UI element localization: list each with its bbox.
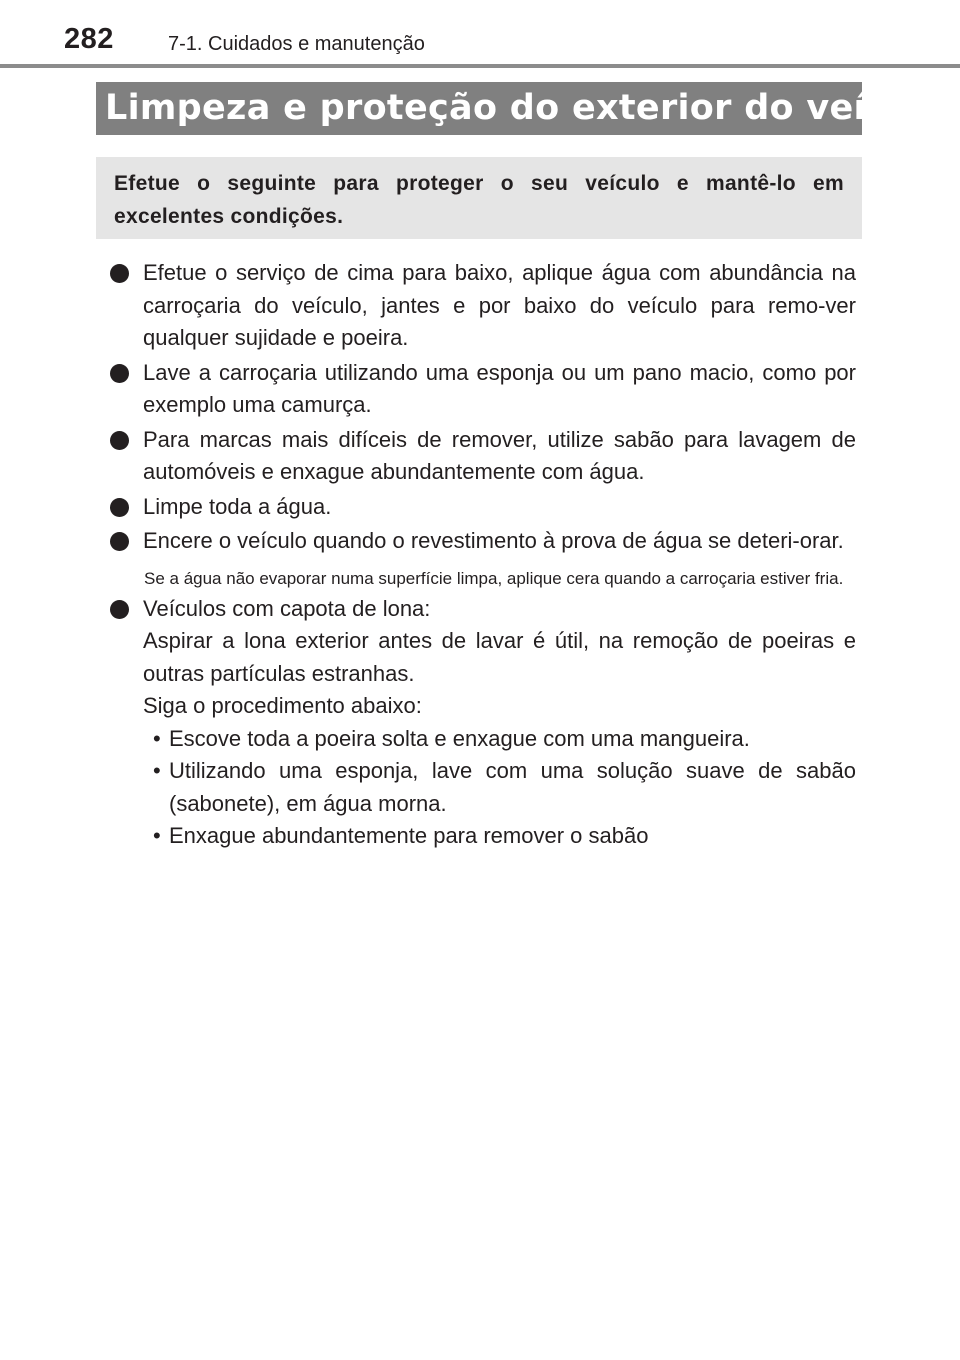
step-bullet-icon: • [153, 823, 161, 848]
convertible-heading: Veículos com capota de lona: [143, 595, 431, 621]
convertible-item [106, 593, 856, 853]
procedure-steps [143, 723, 856, 853]
procedure-step [143, 820, 856, 853]
list-item-text: Efetue o serviço de cima para baixo, aplique água com abundância na carroçaria do veículo, jantes e por baixo do veículo para remo-ver qualquer sujidade e poeira. [143, 260, 856, 350]
bullet-icon [110, 532, 129, 551]
header-divider [0, 64, 960, 68]
procedure-intro: Siga o procedimento abaixo: [143, 693, 422, 718]
list-item-text: Para marcas mais difíceis de remover, utilize sabão para lavagem de automóveis e enxague abundantemente com água. [143, 426, 856, 484]
step-bullet-icon: • [153, 758, 161, 783]
page-header [0, 0, 960, 70]
main-content [106, 257, 856, 855]
list-item [106, 525, 856, 558]
list-item [106, 257, 856, 355]
bullet-icon [110, 498, 129, 517]
bullet-icon [110, 264, 129, 283]
step-bullet-icon: • [153, 725, 161, 751]
list-item [106, 357, 856, 422]
convertible-paragraph: Aspirar a lona exterior antes de lavar é útil, na remoção de poeiras e outras partículas estranhas. [143, 628, 856, 686]
list-item-text: Lave a carroçaria utilizando uma esponja ou um pano macio, como por exemplo uma camurça. [143, 359, 856, 417]
procedure-step-text: Enxague abundantemente para remover o sabão [169, 823, 649, 848]
bullet-icon [110, 600, 129, 619]
bullet-icon [110, 431, 129, 450]
intro-text: Efetue o seguinte para proteger o seu veículo e mantê-lo em excelentes condições. [114, 172, 844, 228]
section-title-bar [96, 82, 949, 135]
intro-box [96, 157, 862, 239]
section-breadcrumb: 7-1. Cuidados e manutenção [168, 33, 425, 55]
list-item [106, 491, 856, 524]
procedure-step [143, 755, 856, 820]
wax-note: Se a água não evaporar numa superfície limpa, aplique cera quando a carroçaria estiver fria. [144, 568, 844, 588]
list-item-text: Limpe toda a água. [143, 493, 332, 519]
procedure-step-text: Utilizando uma esponja, lave com uma solução suave de sabão (sabonete), em água morna. [169, 758, 856, 816]
procedure-step-text: Escove toda a poeira solta e enxague com uma mangueira. [169, 725, 750, 751]
page-number: 282 [64, 23, 114, 55]
list-item-text: Encere o veículo quando o revestimento à prova de água se deteri-orar. [143, 528, 844, 553]
section-title: Limpeza e proteção do exterior do veículo [105, 88, 949, 128]
bullet-icon [110, 364, 129, 383]
procedure-step [143, 723, 856, 756]
list-item [106, 424, 856, 489]
